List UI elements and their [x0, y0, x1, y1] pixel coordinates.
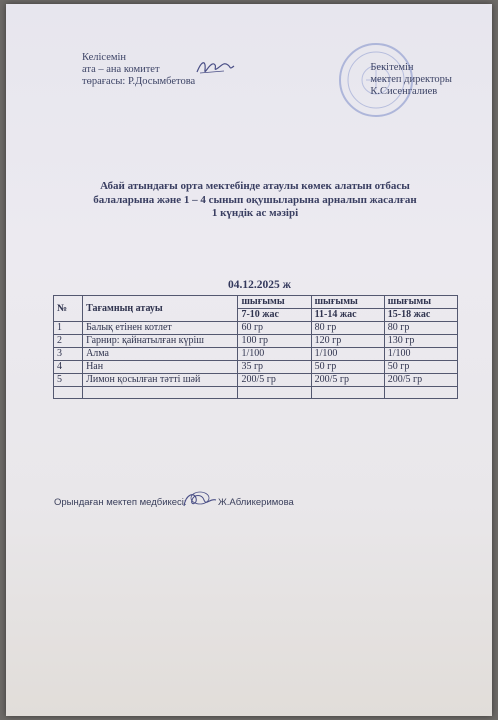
table-empty-row: [54, 387, 458, 399]
table-row: [54, 361, 458, 374]
row-number: 1: [54, 322, 83, 335]
header-age-2: 11-14 жас: [311, 309, 384, 322]
menu-table: [53, 295, 458, 399]
yield-15-18: 80 гр: [384, 322, 457, 335]
agreement-chair: төрағасы: Р.Досымбетова: [82, 76, 196, 87]
row-number: 4: [54, 361, 83, 374]
agreement-heading: Келісемін: [82, 52, 127, 63]
row-number: 2: [54, 335, 83, 348]
header-yield-2: шығымы: [311, 296, 384, 309]
prepared-by-label: Орындаған мектеп медбикесі:: [54, 497, 187, 508]
yield-11-14: 200/5 гр: [311, 374, 384, 387]
approval-position: мектеп директоры: [370, 74, 452, 85]
row-number: 5: [54, 374, 83, 387]
header-yield-3: шығымы: [384, 296, 457, 309]
title-line-2: балаларына және 1 – 4 сынып оқушыларына арналып жасалған: [93, 193, 417, 206]
yield-7-10: 100 гр: [238, 335, 311, 348]
table-row: [54, 374, 458, 387]
title-line-3: 1 күндік ас мәзірі: [211, 207, 299, 219]
header-yield-1: шығымы: [238, 296, 311, 309]
dish-name: Лимон қосылған тәтті шәй: [83, 374, 238, 387]
yield-7-10: 200/5 гр: [238, 374, 311, 387]
document-title: [46, 180, 464, 221]
yield-7-10: 60 гр: [238, 322, 311, 335]
header-dish-name: Тағамның атауы: [83, 296, 238, 322]
empty-cell: [54, 387, 83, 399]
approval-director: К.Сисенгалиев: [370, 86, 438, 97]
dish-name: Нан: [83, 361, 238, 374]
agreement-block: [82, 52, 195, 88]
title-line-1: Абай атындағы орта мектебінде атаулы көмек алатын отбасы: [100, 180, 410, 192]
approval-heading: Бекітемін: [370, 62, 414, 73]
table-row: [54, 348, 458, 361]
empty-cell: [311, 387, 384, 399]
dish-name: Гарнир: қайнатылған күріш: [83, 335, 238, 348]
yield-7-10: 35 гр: [238, 361, 311, 374]
dish-name: Балық етінен котлет: [83, 322, 238, 335]
yield-11-14: 50 гр: [311, 361, 384, 374]
nurse-name: Ж.Абликеримова: [218, 497, 294, 508]
yield-15-18: 200/5 гр: [384, 374, 457, 387]
table-row: [54, 322, 458, 335]
empty-cell: [238, 387, 311, 399]
yield-15-18: 50 гр: [384, 361, 457, 374]
menu-date: 04.12.2025 ж: [228, 279, 291, 291]
yield-15-18: 130 гр: [384, 335, 457, 348]
yield-15-18: 1/100: [384, 348, 457, 361]
empty-cell: [83, 387, 238, 399]
header-age-1: 7-10 жас: [238, 309, 311, 322]
yield-11-14: 80 гр: [311, 322, 384, 335]
nurse-signature: [180, 488, 220, 512]
row-number: 3: [54, 348, 83, 361]
yield-11-14: 120 гр: [311, 335, 384, 348]
header-number: №: [54, 296, 83, 322]
agreement-committee: ата – ана комитет: [82, 64, 160, 75]
approval-block: [370, 62, 452, 98]
table-header-row: [54, 296, 458, 309]
yield-11-14: 1/100: [311, 348, 384, 361]
header-age-3: 15-18 жас: [384, 309, 457, 322]
dish-name: Алма: [83, 348, 238, 361]
document-page: [6, 4, 492, 716]
empty-cell: [384, 387, 457, 399]
committee-signature: [194, 56, 236, 78]
table-row: [54, 335, 458, 348]
yield-7-10: 1/100: [238, 348, 311, 361]
